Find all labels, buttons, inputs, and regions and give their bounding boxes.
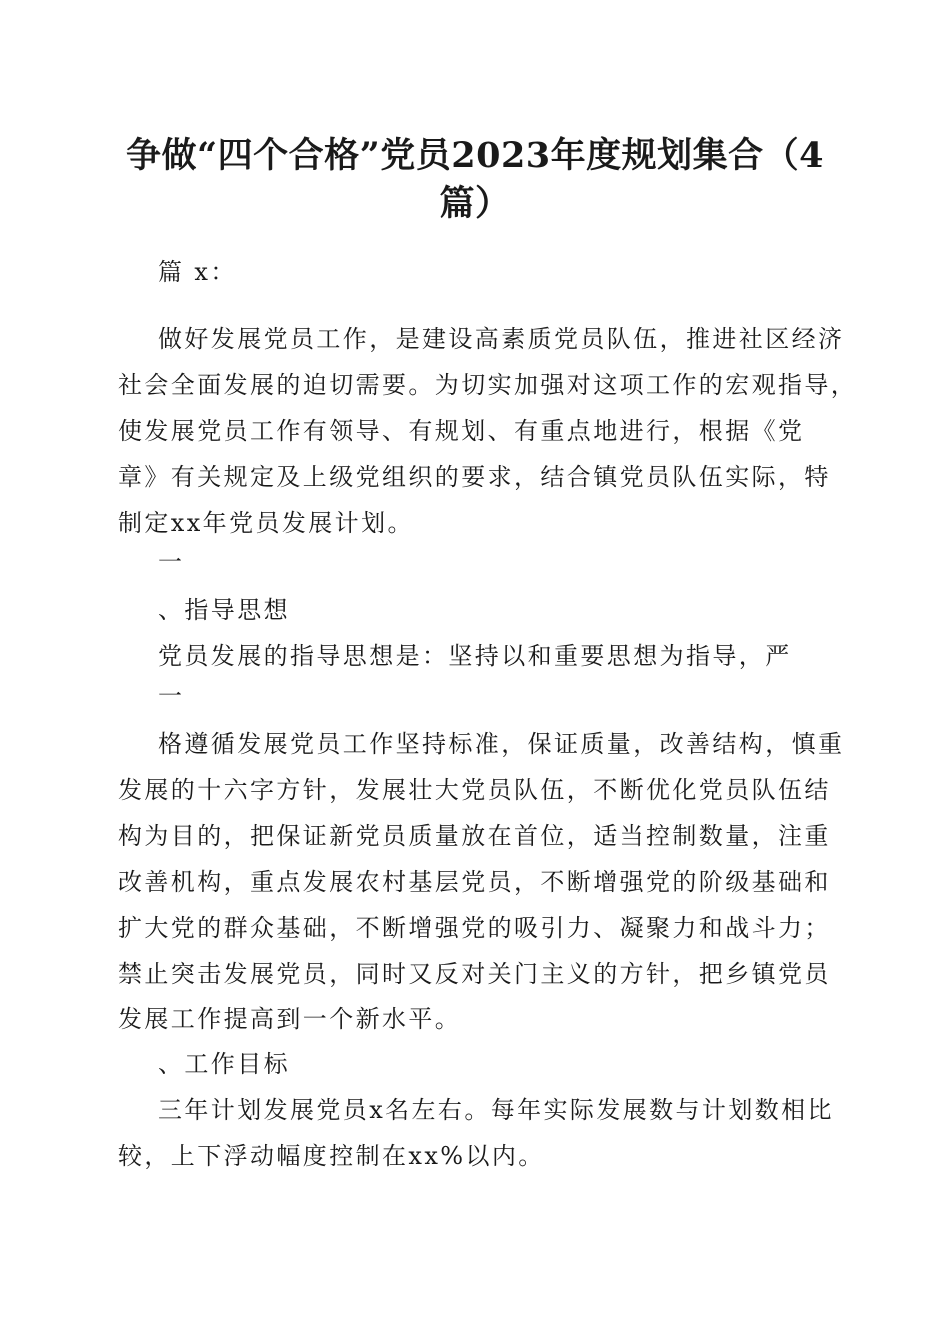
paragraph-3-line-5: 扩大党的群众基础，不断增强党的吸引力、凝聚力和战斗力； [118,914,831,942]
paragraph-1-line-1: 做好发展党员工作，是建设高素质党员队伍，推进社区经济 [158,325,845,353]
heading-2-title: 、工作目标 [158,1050,290,1078]
paragraph-3-line-2: 发展的十六字方针，发展壮大党员队伍，不断优化党员队伍结 [118,776,831,804]
paragraph-3-line-6: 禁止突击发展党员，同时又反对关门主义的方针，把乡镇党员 [118,960,831,988]
paragraph-4-line-1: 三年计划发展党员x名左右。每年实际发展数与计划数相比 [158,1096,834,1124]
title-line-2: 篇） [439,183,511,224]
paragraph-3-line-4: 改善机构，重点发展农村基层党员，不断增强党的阶级基础和 [118,868,831,896]
paragraph-4-line-2: 较，上下浮动幅度控制在xx%以内。 [118,1142,545,1170]
heading-1-title: 、指导思想 [158,596,290,624]
heading-1-number: 一 [158,548,185,576]
paragraph-2-mark: 一 [158,682,185,710]
document-title [110,132,840,228]
section-label: 篇 x： [158,258,237,286]
paragraph-1-line-4: 章》有关规定及上级党组织的要求，结合镇党员队伍实际，特 [118,463,831,491]
paragraph-3-line-1: 格遵循发展党员工作坚持标准，保证质量，改善结构，慎重 [158,730,845,758]
paragraph-3-line-3: 构为目的，把保证新党员质量放在首位，适当控制数量，注重 [118,822,831,850]
paragraph-1-line-5: 制定xx年党员发展计划。 [118,509,414,537]
title-line-1: 争做“四个合格”党员2023年度规划集合（4 [125,135,825,176]
paragraph-2-line-1: 党员发展的指导思想是：坚持以和重要思想为指导，严 [158,642,792,670]
paragraph-1-line-3: 使发展党员工作有领导、有规划、有重点地进行，根据《党 [118,417,805,445]
paragraph-1-line-2: 社会全面发展的迫切需要。为切实加强对这项工作的宏观指导， [118,371,858,399]
paragraph-3-line-7: 发展工作提高到一个新水平。 [118,1005,462,1033]
